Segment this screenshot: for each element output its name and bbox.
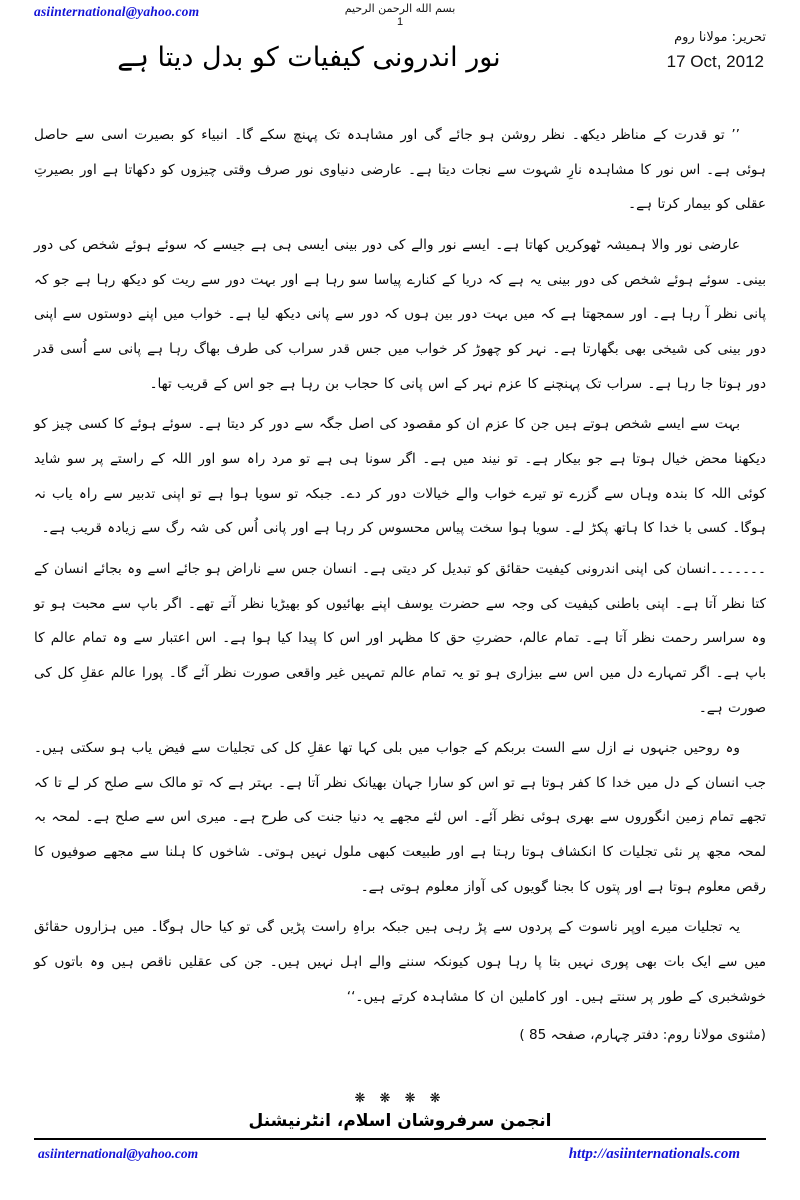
footer-links bbox=[0, 1146, 800, 1170]
page-number: 1 bbox=[396, 16, 404, 28]
page-title: نور اندرونی کیفیات کو بدل دیتا ہے bbox=[117, 42, 501, 73]
footer-website-link[interactable]: http://asiinternationals.com bbox=[568, 1146, 740, 1162]
publication-date: 17 Oct, 2012 bbox=[666, 52, 764, 71]
page-footer bbox=[0, 1092, 800, 1186]
author-byline: تحریر: مولانا روم bbox=[674, 30, 766, 45]
decorative-diamonds-icon: ❋ ❋ ❋ ❋ bbox=[354, 1091, 446, 1106]
footer-divider bbox=[34, 1138, 766, 1140]
organization-name: انجمن سرفروشان اسلام، انٹرنیشنل bbox=[248, 1111, 552, 1131]
paragraph: وہ روحیں جنہوں نے ازل سے الست بربکم کے جواب میں بلی کہا تھا عقلِ کل کی تجلیات سے فیض یاب ہو سکتی ہیں۔ جب انسان کے دل میں خدا کا کفر ہوتا ہے تو اس کو سارا جہان بھیانک نظر آتا ہے۔ بہتر ہے کہ تو مالک سے صلح کر لے تا کہ تجھے تمام زمین انگوروں سے بھری ہوئی نظر آئے۔ اس لئے مجھے یہ دنیا جنت کی طرح ہے۔ میری اس سے صلح ہے۔ لمحہ بہ لمحہ مجھ پر نئی تجلیات کا انکشاف ہوتا رہتا ہے اور طبیعت کبھی ملول نہیں ہوتی۔ شاخوں کا ہلنا سے مجھے صوفیوں کا رقص معلوم ہوتا ہے اور پتوں کا بجنا گویوں کی آواز معلوم ہوتی ہے۔ bbox=[34, 740, 766, 895]
page-header bbox=[0, 0, 800, 112]
citation-row bbox=[34, 1020, 766, 1051]
paragraph: ۔۔۔۔۔۔۔انسان کی اپنی اندرونی کیفیت حقائق کو تبدیل کر دیتی ہے۔ انسان جس سے ناراض ہو جائے اسے وہ بجائے انسان کے کتا نظر آتا ہے۔ اپنی باطنی کیفیت کی وجہ سے حضرت یوسف اپنے بھائیوں کو بھیڑیا نظر آتے تھے۔ اگر باپ سے محبت ہو تو وہ سراسر رحمت نظر آتا ہے۔ تمام عالم، حضرتِ حق کا مظہر اور اس کا پیدا کیا ہوا ہے۔ اس اعتبار سے وہ تمام عالم کا باپ ہے۔ اگر تمہارے دل میں اس سے بیزاری ہو تو یہ تمام عالم تمہیں غیر واقعی صورت نظر آئے گا۔ پورا عالم عقلِ کل کی صورت ہے۔ bbox=[34, 560, 766, 716]
source-citation: (مثنوی مولانا روم: دفتر چہارم، صفحہ 85 ) bbox=[519, 1027, 766, 1044]
footer-email-link[interactable]: asiinternational@yahoo.com bbox=[38, 1146, 199, 1161]
header-email-link[interactable]: asiinternational@yahoo.com bbox=[34, 4, 200, 19]
paragraph: بہت سے ایسے شخص ہوتے ہیں جن کا عزم ان کو مقصود کی اصل جگہ سے دور کر دیتا ہے۔ سوئے ہوئے کا کسی چیز کو دیکھنا محض خیال ہوتا ہے جو بیکار ہے۔ تو نیند میں ہے۔ اگر سونا ہی ہے تو مرد راہ سو اور اللہ کے راستے پر سو شاید کوئی اللہ کا بندہ وہاں سے گزرے تو تیرے خواب والے خیالات دور کر دے۔ جبکہ تو سویا ہوا ہے تو اپنی تدبیر سے راہ یاب نہ ہوگا۔ کسی با خدا کا ہاتھ پکڑ لے۔ سویا ہوا سخت پیاس محسوس کر رہا ہے اور پانی اُس کی شہ رگ سے زیادہ قریب ہے۔ bbox=[34, 416, 766, 537]
article-body bbox=[34, 118, 766, 1092]
paragraph: ’’ تو قدرت کے مناظر دیکھ۔ نظر روشن ہو جائے گی اور مشاہدہ تک پہنچ سکے گا۔ انبیاء کو بصیرت اسی سے حاصل ہوئی ہے۔ اس نور کا مشاہدہ نارِ شہوت سے نجات دیتا ہے۔ عارضی دنیاوی نور صرف وقتی چیزوں کو دکھاتا ہے اور بصیرتِ عقلی کو بیمار کرتا ہے۔ bbox=[34, 127, 766, 213]
paragraph: عارضی نور والا ہمیشہ ٹھوکریں کھاتا ہے۔ ایسے نور والے کی دور بینی ایسی ہی ہے جیسے کہ سوئے ہوئے شخص کی دور بینی۔ سوئے ہوئے شخص کی دور بینی یہ ہے کہ دریا کے کنارے پیاسا سو رہا ہے اور بہت دور سے ریت کو دیکھ رہا ہے جو کہ پانی نظر آ رہا ہے۔ اور سمجھتا ہے کہ میں بہت دور بین ہوں کہ دور سے پانی دیکھ لیا ہے۔ خواب میں اپنے دوستوں سے اپنی دور بینی کی شیخی بھی بگھارتا ہے۔ نہر کو چھوڑ کر خواب میں جس قدر سراب کی طرف بھاگ رہا ہے پانی سے اُسی قدر دور ہوتا جا رہا ہے۔ سراب تک پہنچنے کا عزم نہر کے اس پانی کا حجاب بن رہا ہے جو اس کے قریب تھا۔ bbox=[34, 236, 766, 392]
bismillah-text: بسم الله الرحمن الرحيم bbox=[344, 2, 456, 15]
paragraph: یہ تجلیات میرے اوپر ناسوت کے پردوں سے پڑ رہی ہیں جبکہ براہِ راست پڑیں گی تو کیا حال ہوگا۔ میں ہزاروں حقائق میں سے ایک بات بھی پوری نہیں بتا پا رہا ہوں کیونکہ سننے والے اہل نہیں ہیں۔ جن کی عقلیں ناقص ہیں وہ باتوں کو خوشخبری کے طور پر سنتے ہیں۔ اور کاملین ان کا مشاہدہ کرتے ہیں۔‘‘ bbox=[34, 919, 766, 1005]
